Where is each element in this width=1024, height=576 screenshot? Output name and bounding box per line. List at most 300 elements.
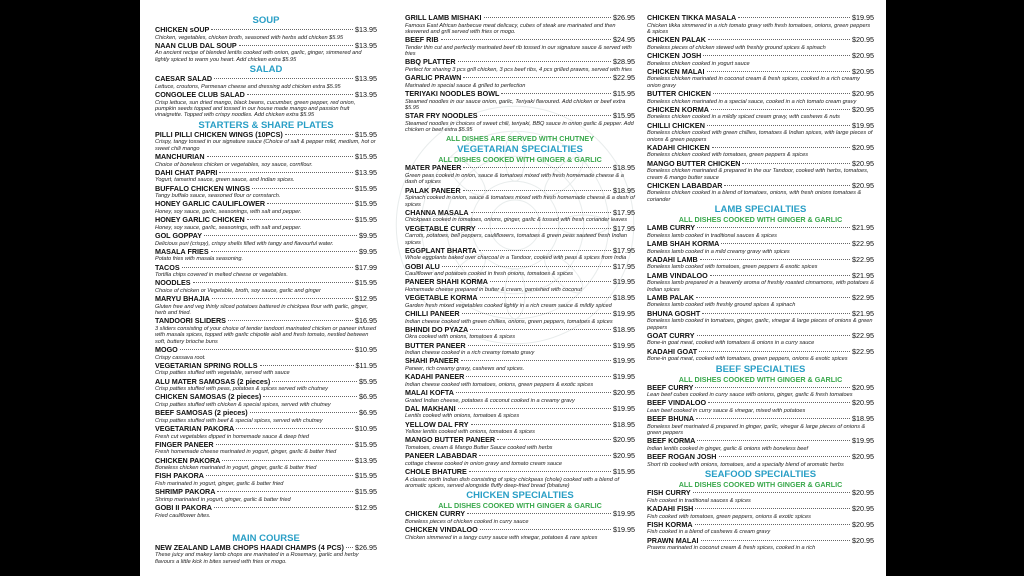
- dot-leader: [263, 396, 357, 397]
- dot-leader: [463, 77, 611, 78]
- dot-leader: [479, 250, 611, 251]
- menu-item: [647, 310, 874, 319]
- item-name: MASALA FRIES: [155, 246, 209, 256]
- dot-leader: [206, 475, 353, 476]
- item-description: Chicken tikka simmered in a rich tomato gravy with fresh tomatoes, onions, green peppers & spices: [647, 22, 871, 35]
- item-name: CAESAR SALAD: [155, 74, 213, 84]
- item-name: LAMB PALAK: [647, 292, 694, 302]
- dot-leader: [463, 167, 611, 168]
- dot-leader: [479, 455, 611, 456]
- dot-leader: [695, 508, 850, 509]
- dot-leader: [212, 298, 353, 299]
- item-description: Boneless lamb prepared in a heavenly aroma of freshly roasted cinnamons, with potatoes & Indian spices: [647, 280, 874, 293]
- item-description: Boneless pieces of chicken cooked in curry sauce: [405, 518, 529, 525]
- item-name: CHICKEN JOSH: [647, 51, 702, 60]
- item-description: Perfect for sharing 3 pcs grill chicken, 3 pcs beef ribs, 4 pcs grilled prawns, served with fries: [405, 67, 632, 73]
- dot-leader: [713, 93, 850, 94]
- menu-item: [647, 489, 874, 498]
- item-description: Boneless lamb cooked in tomatoes, ginger, garlic, vinegar & large pieces of onions & green peppers: [647, 318, 873, 331]
- item-price: $17.99: [355, 262, 377, 272]
- menu-item: [155, 393, 377, 402]
- item-description: Indian cheese cooked with green chillies, onions, green peppers, tomatoes & spices: [405, 318, 613, 325]
- item-name: HONEY GARLIC CAULIFLOWER: [155, 199, 266, 209]
- item-description: Boneless lamb cooked with tomatoes, green peppers & exotic spices: [647, 264, 818, 271]
- item-description: Prawns marinated in coconut cream & fresh spices, cooked in a rich: [647, 545, 816, 552]
- item-price: $19.95: [613, 356, 635, 366]
- item-price: $28.95: [613, 57, 635, 67]
- menu-item: [405, 294, 635, 303]
- menu-item: [647, 224, 874, 233]
- dot-leader: [247, 219, 353, 220]
- menu-column-1: [155, 14, 377, 566]
- item-description: Honey, soy sauce, garlic, seasonings, with salt and pepper.: [155, 224, 302, 231]
- item-price: $19.95: [613, 509, 635, 519]
- item-description: Boneless chicken marinated in coconut cream & fresh spices, cooked in a rich creamy onion gravy: [647, 76, 860, 89]
- menu-item: [155, 131, 377, 140]
- item-name: CHILLI CHICKEN: [647, 120, 705, 130]
- item-price: $15.95: [355, 471, 377, 481]
- item-price: $15.95: [613, 89, 635, 98]
- item-description: Fresh homemade cheese marinated in yogurt, ginger, garlic & batter fried: [155, 449, 337, 456]
- dot-leader: [480, 529, 611, 530]
- item-name: KADAHI CHICKEN: [647, 142, 710, 152]
- item-price: $19.95: [613, 403, 635, 413]
- menu-item: [405, 452, 635, 461]
- menu-item: [405, 36, 635, 45]
- item-price: $6.95: [359, 408, 377, 418]
- item-price: $15.95: [355, 129, 377, 139]
- item-description: Tangy buffalo sauce, seasoned flour or cornstarch.: [155, 193, 281, 200]
- item-name: TACOS: [155, 262, 180, 272]
- item-price: $21.95: [852, 270, 874, 280]
- item-description: Boneless chicken marinated in yogurt, ginger, garlic & batter fried: [155, 465, 317, 472]
- item-name: MOGO: [155, 345, 178, 354]
- dot-leader: [222, 460, 353, 461]
- item-price: $13.95: [355, 167, 377, 177]
- menu-item: [405, 357, 635, 366]
- dot-leader: [193, 282, 353, 283]
- menu-item: [647, 294, 874, 303]
- dot-leader: [697, 440, 850, 441]
- item-price: $15.95: [355, 278, 377, 288]
- item-description: Chicken, vegetables, chicken broth, seasoned with herbs add chicken $5.95: [155, 34, 344, 41]
- dot-leader: [471, 424, 612, 425]
- dot-leader: [469, 471, 611, 472]
- item-description: Lentils cooked with onions, tomatoes & spices: [405, 413, 520, 420]
- item-description: Boneless lamb cooked in traditional sauces & spices: [647, 232, 777, 239]
- item-price: $20.95: [852, 35, 874, 45]
- item-description: Boneless chicken cooked in a blend of tomatoes, onions, with fresh onions tomatoes & coriander: [647, 190, 862, 203]
- item-name: PRAWN MALAI: [647, 535, 699, 545]
- item-price: $13.95: [355, 90, 377, 99]
- item-description: Potato fries with masala seasoning.: [155, 256, 243, 263]
- item-name: VEGETARIAN SPRING ROLLS: [155, 360, 258, 370]
- dot-leader: [442, 266, 611, 267]
- item-description: Honey, soy sauce, garlic, seasonings, with salt and pepper.: [155, 209, 302, 215]
- menu-item: [647, 505, 874, 514]
- item-description: Boneless lamb cooked with freshly ground spices & spinach: [647, 302, 796, 309]
- item-price: $24.95: [613, 35, 635, 45]
- item-price: $19.95: [613, 525, 635, 535]
- item-description: Yellow lentils cooked with onions, tomatoes & spices: [405, 429, 535, 436]
- item-name: VEGETABLE KORMA: [405, 293, 478, 303]
- item-name: TANDOORI SLIDERS: [155, 316, 226, 326]
- dot-leader: [497, 439, 611, 440]
- dot-leader: [239, 45, 353, 46]
- item-name: DAL MAKHANI: [405, 403, 456, 413]
- section-heading: STARTERS & SHARE PLATES: [198, 119, 334, 131]
- item-name: BHINDI DO PYAZA: [405, 324, 469, 334]
- dot-leader: [217, 491, 353, 492]
- dot-leader: [700, 259, 850, 260]
- item-description: Tomatoes, cream & Mango Butter Sauce cooked with herbs: [405, 444, 553, 451]
- menu-item: [405, 58, 635, 67]
- item-price: $20.95: [852, 51, 874, 60]
- menu-page: [140, 0, 886, 576]
- item-name: KADAHI FISH: [647, 503, 694, 513]
- item-description: Okra cooked with onions, tomatoes & spices: [405, 334, 516, 341]
- item-name: PANEER SHAHI KORMA: [405, 277, 488, 287]
- item-price: $20.95: [852, 89, 874, 98]
- dot-leader: [467, 513, 611, 514]
- menu-item: [155, 362, 377, 371]
- item-description: Crispy cassava root.: [155, 354, 206, 361]
- section-heading: LAMB SPECIALTIES: [714, 204, 807, 216]
- dot-leader: [703, 55, 850, 56]
- item-price: $18.95: [852, 414, 874, 424]
- item-description: Steamed noodles in choices of sweet chili, teriyaki, BBQ sauce in onion garlic & pepper. Add chicken or beef extra $5.95: [405, 120, 634, 134]
- item-description: Carrots, potatoes, bell peppers, cauliflowers, tomatoes & green peas sauteed fresh Indian spices: [405, 233, 628, 246]
- dot-leader: [480, 297, 611, 298]
- menu-item: [647, 256, 874, 265]
- item-name: GOBI ALU: [405, 261, 440, 271]
- item-price: $20.95: [852, 382, 874, 392]
- menu-item: [405, 342, 635, 351]
- item-name: MARYU BHAJIA: [155, 294, 210, 304]
- item-description: Boneless chicken marinated & prepared in the our Tandoor, cooked with herbs, tomatoes, cream & mango butter sauce: [647, 168, 869, 181]
- dot-leader: [501, 93, 611, 94]
- item-price: $20.95: [852, 535, 874, 545]
- item-description: Boneless chicken cooked in a mildly spiced cream gravy, with cashews & nuts: [647, 114, 840, 121]
- menu-item: [647, 36, 874, 45]
- item-description: Yogurt, tamarind sauce, green sauce, and Indian spices.: [155, 177, 295, 184]
- menu-item: [405, 90, 635, 99]
- item-description: 3 sliders consisting of your choice of tender tandoori marinated chicken or paneer infused with masala spices, topped with garlic chipotle aioli and fresh tomato, nestled between soft, buttery brioche buns: [155, 325, 377, 345]
- item-description: Chickpeas cooked in tomatoes, onions, ginger, garlic & tossed with fresh coriander leaves: [405, 217, 628, 224]
- item-description: Garden fresh mixed vegetables cooked lightly in a rich cream sauce & mildly spiced: [405, 302, 612, 309]
- menu-item: [647, 122, 874, 131]
- item-name: KADAHI GOAT: [647, 346, 698, 356]
- item-description: Spinach cooked in onion, sauce & tomatoes mixed with fresh homemade cheese & a dash of spices: [405, 195, 635, 208]
- item-description: Bone-in goat meat, cooked with tomatoes, green peppers, onions & exotic spices: [647, 356, 848, 363]
- item-name: HONEY GARLIC CHICKEN: [155, 215, 245, 225]
- dot-leader: [211, 251, 357, 252]
- item-price: $18.95: [613, 163, 635, 173]
- item-price: $26.95: [613, 13, 635, 22]
- item-name: CHICKEN LABABDAR: [647, 180, 723, 190]
- item-name: VEGETARIAN PAKORA: [155, 423, 235, 433]
- dot-leader: [701, 540, 851, 541]
- dot-leader: [710, 275, 850, 276]
- item-name: GOBI II PAKORA: [155, 502, 212, 512]
- item-name: CHANNA MASALA: [405, 207, 469, 217]
- item-price: $11.95: [355, 360, 377, 370]
- item-name: CONGOLEE CLUB SALAD: [155, 90, 245, 99]
- item-description: Indian cheese cooked with tomatoes, onions, green peppers & exotic spices: [405, 381, 594, 388]
- menu-item: [155, 169, 377, 178]
- section-subheading: ALL DISHES COOKED WITH GINGER & GARLIC: [678, 215, 843, 225]
- menu-item: [405, 373, 635, 382]
- item-price: $13.95: [355, 455, 377, 465]
- item-price: $20.95: [852, 66, 874, 76]
- item-name: BEEF VINDALOO: [647, 398, 707, 408]
- item-price: $18.95: [613, 419, 635, 429]
- menu-item: [155, 295, 377, 304]
- item-name: BEEF RIB: [405, 35, 439, 45]
- dot-leader: [471, 212, 611, 213]
- dot-leader: [696, 297, 850, 298]
- dot-leader: [456, 392, 611, 393]
- menu-item: [405, 436, 635, 445]
- item-name: STAR FRY NOODLES: [405, 111, 478, 121]
- menu-item: [405, 225, 635, 234]
- menu-item: [155, 488, 377, 497]
- menu-item: [155, 504, 377, 513]
- menu-item: [155, 216, 377, 225]
- menu-item: [405, 74, 635, 83]
- spacer: [155, 520, 377, 532]
- item-name: FINGER PANEER: [155, 439, 214, 449]
- menu-item: [155, 409, 377, 418]
- item-description: Delicious puri (crispy), crispy shells filled with tangy and flavourful water.: [155, 240, 334, 247]
- item-name: GARLIC PRAWN: [405, 73, 462, 83]
- dot-leader: [697, 335, 851, 336]
- item-price: $18.95: [613, 293, 635, 303]
- item-price: $19.95: [852, 13, 874, 22]
- item-price: $19.95: [613, 340, 635, 350]
- item-description: Fried cauliflower bites.: [155, 512, 211, 519]
- item-description: Fish marinated in yogurt, ginger, garlic & batter fried: [155, 480, 284, 487]
- item-price: $21.95: [852, 308, 874, 318]
- dot-leader: [466, 376, 611, 377]
- item-description: Tortilla chips covered in melted cheese or vegetables.: [155, 272, 288, 279]
- dot-leader: [693, 492, 850, 493]
- item-description: Paneer, rich creamy gravy, cashews and spices.: [405, 365, 525, 372]
- menu-item: [405, 263, 635, 272]
- menu-item: [647, 399, 874, 408]
- item-price: $15.95: [613, 111, 635, 121]
- dot-leader: [216, 444, 353, 445]
- item-price: $10.95: [355, 423, 377, 433]
- item-description: Lean beef cubes cooked in curry sauce with onions, ginger, garlic & fresh tomatoes: [647, 392, 853, 399]
- item-name: VEGETABLE CURRY: [405, 223, 476, 233]
- item-description: Grated Indian cheese, potatoes & coconut cooked in a creamy gravy: [405, 397, 575, 404]
- item-price: $15.95: [355, 439, 377, 449]
- item-name: CHICKEN CURRY: [405, 509, 466, 519]
- item-price: $12.95: [355, 294, 377, 304]
- item-description: Boneless chicken cooked with tomatoes, green peppers & spices: [647, 152, 809, 159]
- menu-item: [155, 232, 377, 241]
- menu-column-3: [647, 14, 874, 552]
- item-description: Tender thin cut and perfectly marinated beef rib tossed in our signature sauce & served with fries: [405, 44, 632, 58]
- dot-leader: [267, 203, 353, 204]
- item-name: SHRIMP PAKORA: [155, 487, 216, 497]
- item-description: Homemade cheese prepared in butter & cream, garnished with coconut: [405, 287, 582, 293]
- item-name: MANGO BUTTER CHICKEN: [647, 158, 741, 168]
- menu-item: [405, 421, 635, 430]
- item-description: Boneless chicken cooked in yogurt sauce: [647, 60, 750, 67]
- dot-leader: [695, 387, 850, 388]
- item-price: $22.95: [852, 254, 874, 264]
- dot-leader: [490, 281, 611, 282]
- item-description: Short rib cooked with onions, tomatoes, and a specialty blend of aromatic herbs: [647, 461, 844, 468]
- item-name: FISH KORMA: [647, 519, 693, 529]
- menu-item: [155, 248, 377, 257]
- dot-leader: [211, 29, 353, 30]
- item-price: $20.95: [852, 104, 874, 114]
- item-name: BUFFALO CHICKEN WINGS: [155, 183, 251, 193]
- dot-leader: [214, 507, 353, 508]
- dot-leader: [458, 408, 611, 409]
- item-name: BEEF SAMOSAS (2 pieces): [155, 408, 248, 418]
- item-name: PILLI PILLI CHICKEN WINGS (10PCS): [155, 129, 283, 139]
- section-subheading: ALL DISHES COOKED WITH GINGER & GARLIC: [438, 501, 602, 511]
- item-name: PALAK PANEER: [405, 185, 461, 195]
- menu-item: [405, 389, 635, 398]
- item-description: A classic north Indian dish consisting of spicy chickpeas (chole) cooked with a blend of aromatic spices, served alongside fluffy deep-fried bread (bhature): [405, 476, 620, 489]
- menu-item: [155, 91, 377, 100]
- item-description: Marinated in special sauce & grilled to perfection: [405, 82, 526, 89]
- item-price: $22.95: [852, 346, 874, 356]
- item-price: $20.95: [613, 451, 635, 461]
- menu-item: [155, 346, 377, 355]
- item-price: $22.95: [852, 292, 874, 302]
- item-price: $21.95: [852, 223, 874, 233]
- menu-item: [647, 453, 874, 462]
- item-price: $20.95: [852, 180, 874, 190]
- menu-item: [155, 441, 377, 450]
- item-description: Famous East African barbecue meat delicacy, cubes of steak are marinated and then skewered and grill served with fries or mogo.: [405, 22, 616, 35]
- dot-leader: [480, 115, 611, 116]
- item-price: $5.95: [359, 376, 377, 386]
- item-name: FISH PAKORA: [155, 471, 204, 481]
- menu-item: [155, 457, 377, 466]
- section-heading: VEGETARIAN SPECIALTIES: [457, 144, 583, 156]
- item-description: Crisp patties stuffed with peas, potatoes & spices served with chutney: [155, 386, 328, 393]
- dot-leader: [461, 360, 611, 361]
- section-subheading: ALL DISHES ARE SERVED WITH CHUTNEY: [445, 134, 595, 144]
- menu-item: [405, 310, 635, 319]
- dot-leader: [702, 313, 850, 314]
- dot-leader: [468, 345, 611, 346]
- menu-item: [405, 209, 635, 218]
- menu-item: [647, 160, 874, 169]
- item-price: $20.95: [852, 503, 874, 513]
- item-price: $18.95: [613, 324, 635, 334]
- menu-item: [155, 544, 377, 553]
- item-description: Boneless lamb cooked in a mild creamy gravy with spices: [647, 248, 790, 255]
- dot-leader: [463, 190, 611, 191]
- section-heading: MAIN COURSE: [232, 532, 300, 544]
- item-price: $20.95: [852, 158, 874, 168]
- menu-item: [155, 378, 377, 387]
- item-price: $15.95: [355, 199, 377, 209]
- item-name: CHICKEN sOUP: [155, 25, 210, 34]
- item-name: EGGPLANT BHARTA: [405, 245, 477, 255]
- item-price: $19.95: [852, 120, 874, 130]
- item-price: $20.95: [613, 387, 635, 397]
- item-description: Fish cooked in a blend of cashews & cream gravy: [647, 529, 771, 536]
- menu-item: [155, 26, 377, 35]
- menu-item: [155, 153, 377, 162]
- section-subheading: ALL DISHES COOKED WITH GINGER & GARLIC: [678, 480, 843, 490]
- item-name: LAMB SHAH KORMA: [647, 239, 720, 248]
- item-description: Boneless pieces of chicken stewed with freshly ground spices & spinach: [647, 44, 826, 51]
- menu-item: [647, 240, 874, 249]
- item-name: ALU MATER SAMOSAS (2 pieces): [155, 376, 271, 386]
- item-price: $19.95: [852, 436, 874, 446]
- dot-leader: [699, 351, 850, 352]
- dot-leader: [182, 267, 353, 268]
- dot-leader: [697, 227, 850, 228]
- menu-column-2: [405, 14, 635, 542]
- dot-leader: [346, 547, 353, 548]
- menu-item: [155, 75, 377, 84]
- item-price: $20.95: [852, 519, 874, 529]
- dot-leader: [207, 156, 354, 157]
- item-name: GOAT CURRY: [647, 330, 695, 340]
- item-name: GOL GOPPAY: [155, 231, 202, 240]
- menu-item: [405, 405, 635, 414]
- menu-item: [647, 14, 874, 23]
- item-price: $19.95: [613, 372, 635, 382]
- dot-leader: [721, 243, 850, 244]
- item-price: $13.95: [355, 40, 377, 50]
- item-price: $10.95: [355, 345, 377, 354]
- menu-item: [647, 332, 874, 341]
- dot-leader: [260, 365, 354, 366]
- item-price: $19.95: [613, 277, 635, 287]
- item-description: Fresh cut vegetables dipped in homemade sauce & deep fried: [155, 433, 309, 440]
- item-name: NEW ZEALAND LAMB CHOPS HAADI CHAMPS (4 PCS): [155, 542, 344, 552]
- item-name: FISH CURRY: [647, 488, 691, 498]
- menu-item: [155, 425, 377, 434]
- item-name: SHAHI PANEER: [405, 356, 459, 366]
- item-name: CHOLE BHATURE: [405, 466, 467, 476]
- item-price: $12.95: [355, 502, 377, 512]
- menu-item: [155, 279, 377, 288]
- item-name: BHUNA GOSHT: [647, 308, 701, 318]
- section-heading: SOUP: [252, 15, 280, 26]
- dot-leader: [219, 172, 353, 173]
- dot-leader: [708, 39, 850, 40]
- item-description: Boneless chicken cooked with green chillies, tomatoes & Indian spices, with large pieces of onions & green peppers: [647, 130, 873, 143]
- item-price: $13.95: [355, 74, 377, 84]
- section-subheading: ALL DISHES COOKED WITH GINGER & GARLIC: [678, 374, 843, 384]
- menu-item: [647, 90, 874, 99]
- item-price: $22.95: [852, 239, 874, 248]
- menu-item: [155, 185, 377, 194]
- dot-leader: [441, 39, 611, 40]
- item-description: Steamed noodles in our sauce onion, garlic, Teriyaki flavoured. Add chicken or beef extra $5.95: [405, 98, 626, 111]
- item-price: $13.95: [355, 25, 377, 34]
- item-description: Boneless beef marinated & prepared in ginger, garlic, vinegar & large pieces of onions & green peppers: [647, 423, 866, 437]
- item-description: Choice of boneless chicken or vegetables, soy sauce, cornflour.: [155, 161, 313, 168]
- menu-item: [647, 537, 874, 546]
- item-name: CHICKEN MALAI: [647, 66, 705, 76]
- menu-item: [647, 521, 874, 530]
- item-price: $20.95: [613, 435, 635, 445]
